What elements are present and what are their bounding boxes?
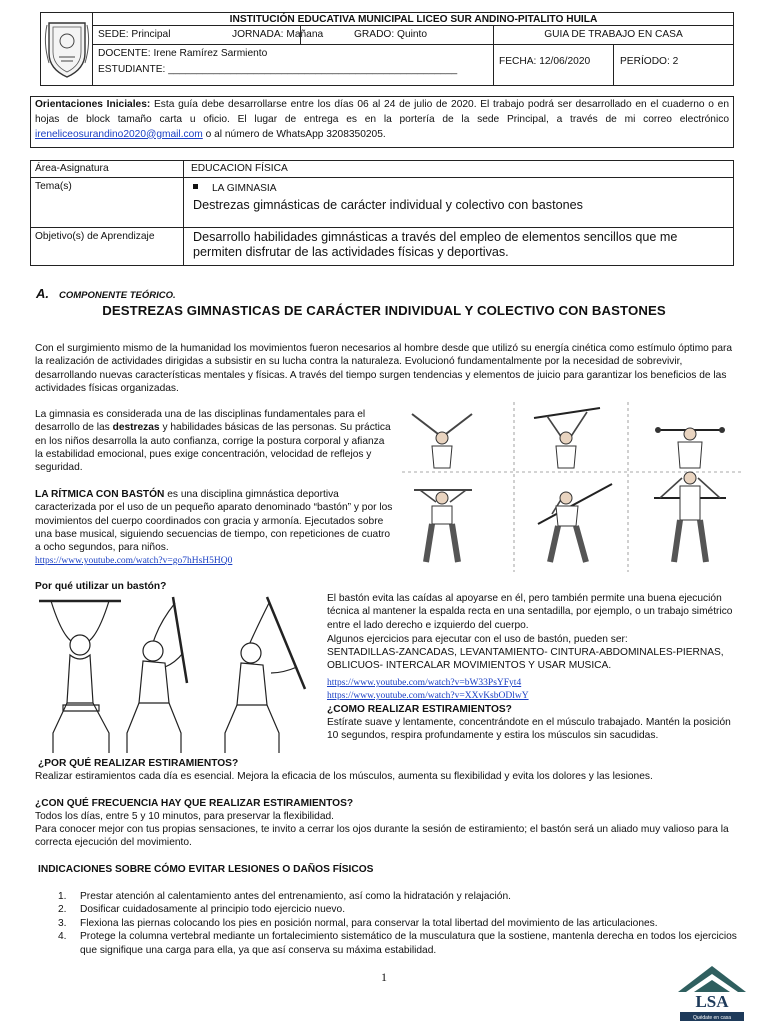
exercise-illustrations [402,402,742,572]
institution-name: INSTITUCIÓN EDUCATIVA MUNICIPAL LICEO SUR ANDINO-PITALITO HUILA [229,14,598,25]
lsa-house-logo-icon [672,962,752,1024]
gimnasia-text-2: y habilidades básicas de las personas. Su práctica en los niños desarrolla la auto confianza, corrige la postura corporal y afianza la estabilidad emocional, pues exige concentración, velocidad de reflejos y seguridad. [35,422,391,473]
header-table [40,12,734,86]
orientation-whatsapp: o al número de WhatsApp 3208350205. [202,128,386,140]
page-number: 1 [381,970,387,984]
objetivo-value: Desarrollo habilidades gimnásticas a través del empleo de elementos sencillos que me permiten disfrutar de las actividades físicas y deportivas. [193,230,678,260]
section-label: COMPONENTE TEÓRICO. [59,290,176,301]
como-text: Estírate suave y lentamente, concentrándote en el músculo trabajado. Mantén la posición 10 segundos, respira profundamente y estira los músculos sin sacudidas. [327,717,731,742]
list-item: 3. Flexiona las piernas colocando los pies en posición normal, para conservar la total libertad del movimiento de las articulaciones. [58,917,658,929]
list-item: 4. Protege la columna vertebral mediante un fortalecimiento sistemático de la musculatura que la sostiene, mantenla derecha en todos los ejercicios que signifique una carga para ella, ya que así conserva su máxima estabilidad. [58,931,737,956]
porque-est-text: Realizar estiramientos cada día es esencial. Mejora la eficacia de los músculos, aumenta su flexibilidad y evita los dolores y las lesiones. [35,771,653,782]
ritmica-bold: LA RÍTMICA CON BASTÓN [35,489,165,500]
exercises-list: SENTADILLAS-ZANCADAS, LEVANTAMIENTO- CINTURA-ABDOMINALES-PIERNAS, OBLICUOS- INTERCALAR MOVIMIENTOS Y USAR MUSICA. [327,647,724,672]
seated-stretch-icon [35,593,323,757]
teacher-email-link[interactable]: ireneliceosurandino2020@gmail.com [35,128,203,140]
list-item-text: Dosificar cuidadosamente al principio todo ejercicio nuevo. [80,904,346,916]
frecuencia-title: ¿CON QUÉ FRECUENCIA HAY QUE REALIZAR ESTIRAMIENTOS? [35,798,354,809]
ritmica-video-link[interactable]: https://www.youtube.com/watch?v=go7hHsH5HQ0 [35,556,233,566]
tema-value: Destrezas gimnásticas de carácter individual y colectivo con bastones [193,198,583,212]
lsa-logo-text: LSA [695,992,729,1011]
area-label: Área-Asignatura [35,163,109,174]
sede: SEDE: Principal [98,29,171,40]
section-heading [36,286,176,303]
periodo: PERÍODO: 2 [620,56,679,67]
school-crest-icon [41,13,93,85]
ritmica-text: es una disciplina gimnástica deportiva caracterizada por el uso de un pequeño aparato denominado “bastón” y por los movimientos del cuerpo coordinados con gracia y armonía. Ejecutados sobre una base musical, siguiendo secuencias de tiempo, con repeticiones de cuatro a ocho segundos, para niños. [35,489,393,553]
gimnasia-paragraph [35,408,393,474]
orientation-box [30,96,734,148]
docente: DOCENTE: Irene Ramírez Sarmiento [98,48,268,59]
page-title: DESTREZAS GIMNASTICAS DE CARÁCTER INDIVIDUAL Y COLECTIVO CON BASTONES [102,303,666,318]
exercises-intro: Algunos ejercicios para ejecutar con el uso de bastón, pueden ser: [327,634,628,645]
area-value: EDUCACION FÍSICA [191,163,288,174]
gimnasia-text-1: La gimnasia es considerada una de las disciplinas fundamentales para el desarrollo de las [35,409,366,434]
indicaciones-title: INDICACIONES SOBRE CÓMO EVITAR LESIONES O DAÑOS FÍSICOS [38,864,374,875]
objetivo-label: Objetivo(s) de Aprendizaje [35,231,155,242]
lsa-logo-tagline: Quédate en casa [692,1015,732,1021]
subject-table [30,160,734,266]
guide-label: GUIA DE TRABAJO EN CASA [544,29,683,40]
jornada: JORNADA: Mañana [232,29,324,40]
estudiante-field: ESTUDIANTE: ___________________________________________________ [98,64,458,75]
ritmica-paragraph [35,488,397,554]
list-item-text: Prestar atención al calentamiento antes del entrenamiento, así como la hidratación y relajación. [80,891,511,902]
school-crest [41,13,93,85]
indicaciones-list [58,890,748,957]
exercise-video-link-2[interactable]: https://www.youtube.com/watch?v=XXvKsbODlwY [327,691,529,701]
section-letter: A. [36,286,49,301]
frecuencia-text-1: Todos los días, entre 5 y 10 minutos, para preservar la flexibilidad. [35,811,334,822]
fecha: FECHA: 12/06/2020 [499,56,591,67]
list-item-text: Protege la columna vertebral mediante un fortalecimiento sistemático de la musculatura que la sostiene, mantenla derecha en todos los ejercicios que signifique una carga para ella, ya que así conserva su máxima estabilidad. [80,931,737,956]
list-item: 1. Prestar atención al calentamiento antes del entrenamiento, así como la hidratación y relajación. [58,891,511,902]
tema-label: Tema(s) [35,181,72,192]
porque-est-title: ¿POR QUÉ REALIZAR ESTIRAMIENTOS? [38,758,239,769]
list-item-text: Flexiona las piernas colocando los pies en posición normal, para conservar la total libertad del movimiento de las articulaciones. [80,917,658,929]
square-bullet-icon [193,184,198,189]
gimnasia-bold: destrezas [112,422,160,434]
porque-text: El bastón evita las caídas al apoyarse en él, pero también permite una buena ejecución técnica al mantener la espalda recta en una sentadilla, por ejemplo, o un trabajo simétrico entre el lado derecho e izquierdo del cuerpo. [327,593,733,631]
frecuencia-text-2: Para conocer mejor con tus propias sensaciones, te invito a cerrar los ojos durante la sesión de estiramiento; el bastón será un aliado muy valioso para la correcta ejecución del movimiento. [35,824,729,849]
porque-title: Por qué utilizar un bastón? [35,581,167,592]
orientation-text: Esta guía debe desarrollarse entre los días 06 al 24 de julio de 2020. El trabajo podrá ser desarrollado en el cuaderno o en hojas de block tamaño carta u oficio. El lugar de entrega es en la portería de la sede Principal, a través de mi correo electrónico [35,99,729,125]
seated-stretch-figures [35,593,323,757]
lsa-logo [672,962,752,1024]
intro-paragraph: Con el surgimiento mismo de la humanidad los movimientos fueron necesarios al hombre desde que utilizó su energía cinética como estímulo óptimo para la realización de actividades dirigidas a subsistir en su lucha contra la naturaleza. Evolucionó fundamentalmente por la necesidad de sobrevivir, desarrollando nuevas características mentales y físicas. A través del tiempo surgen tendencias y elementos de juicio para garantizar los beneficios de las actividades físicas organizadas. [35,343,733,394]
tema-bullet [193,182,277,195]
orientation-label: Orientaciones Iniciales: [35,99,151,110]
list-item: 2. Dosificar cuidadosamente al principio todo ejercicio nuevo. [58,904,346,916]
stick-exercise-figures [402,402,742,572]
como-title: ¿COMO REALIZAR ESTIRAMIENTOS? [327,704,512,715]
grado: GRADO: Quinto [354,29,428,40]
tema-bullet-text: LA GIMNASIA [212,183,277,194]
exercise-video-link-1[interactable]: https://www.youtube.com/watch?v=bW33PsYFyt4 [327,678,522,688]
